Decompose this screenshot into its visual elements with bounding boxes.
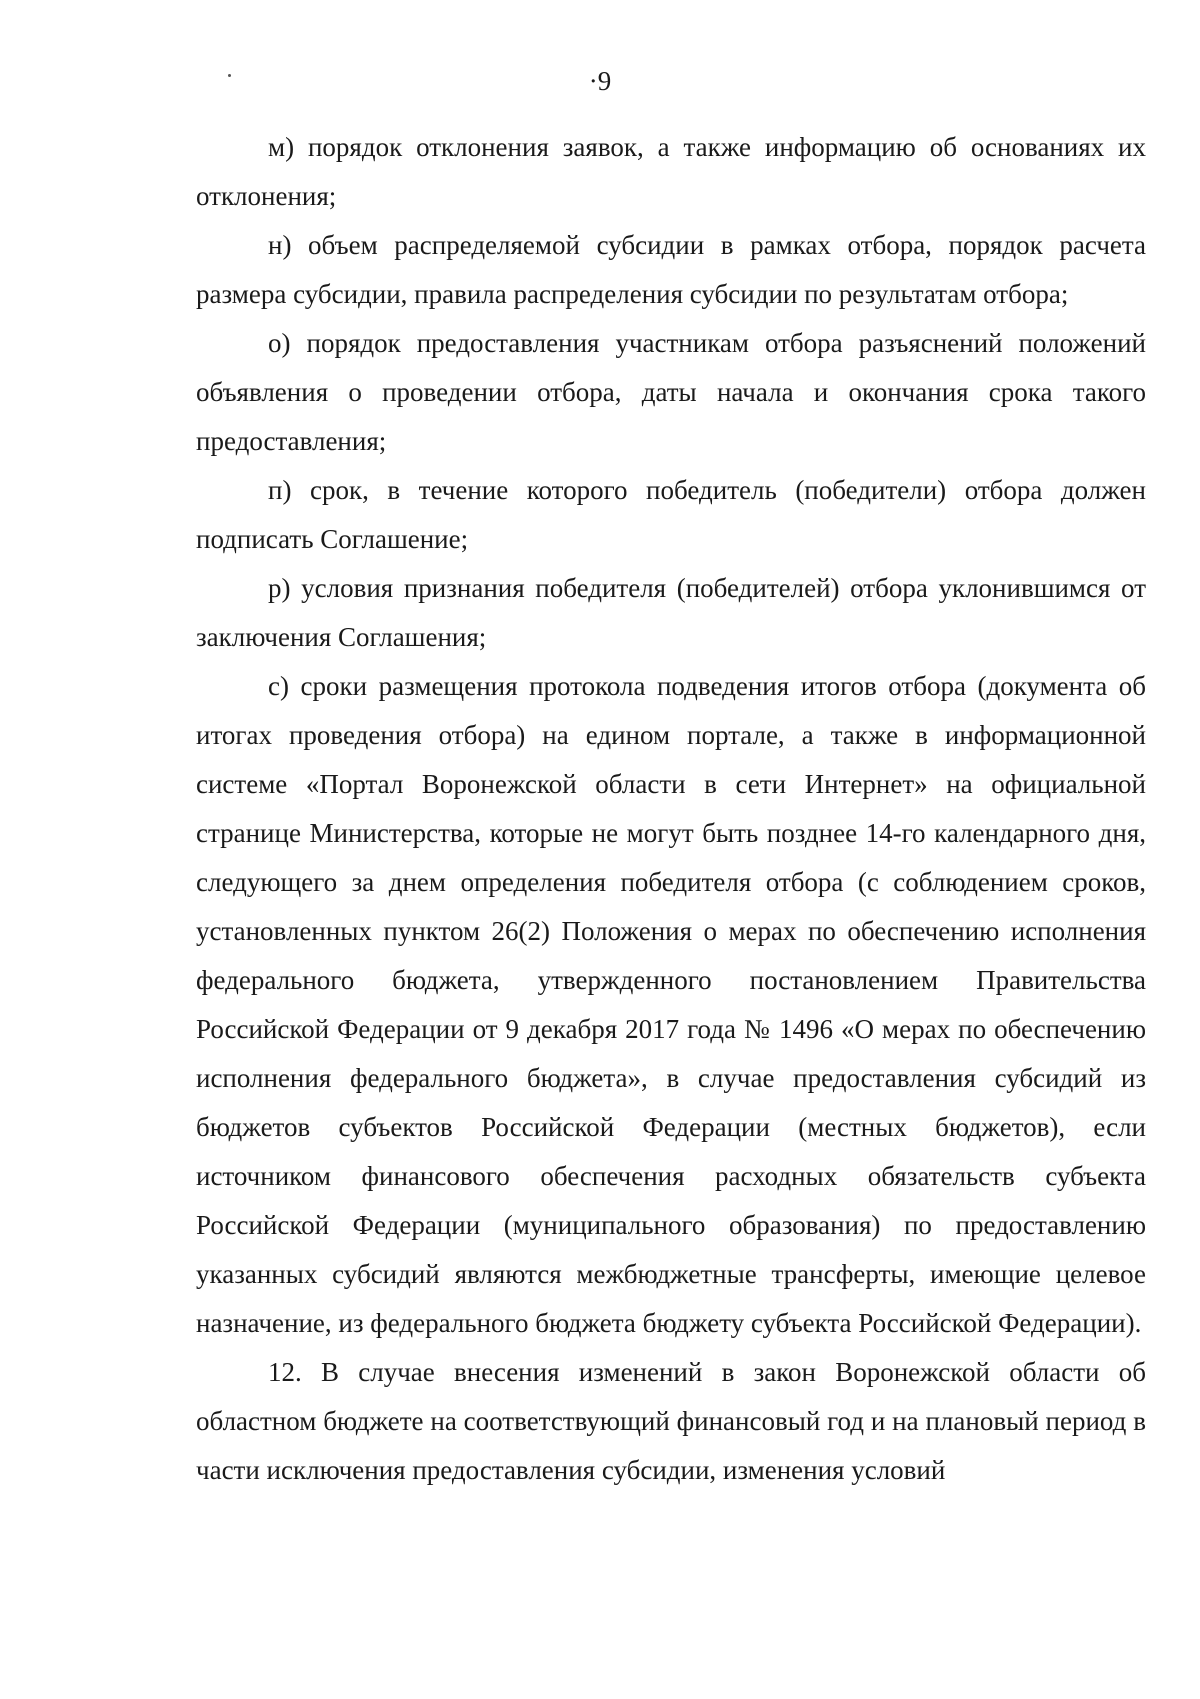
paragraph-s: с) сроки размещения протокола подведения итогов отбора (документа об итогах проведения отбора) на едином портале, а также в информационной системе «Портал Воронежской области в сети Интернет» на официальной странице Министерства, которые не могут быть позднее 14-го календарного дня, следующего за днем определения победителя отбора (с соблюдением сроков, установленных пунктом 26(2) Положения о мерах по обеспечению исполнения федерального бюджета, утвержденного постановлением Правительства Российской Федерации от 9 декабря 2017 года № 1496 «О мерах по обеспечению исполнения федерального бюджета», в случае предоставления субсидий из бюджетов субъектов Российской Федерации (местных бюджетов), если источником финансового обеспечения расходных обязательств субъекта Российской Федерации (муниципального образования) по предоставлению указанных субсидий являются межбюджетные трансферты, имеющие целевое назначение, из федерального бюджета бюджету субъекта Российской Федерации). [196,671,1146,1338]
document-body [196,123,1146,1495]
page-number: ·9 [588,66,612,96]
paragraph-r: р) условия признания победителя (победителей) отбора уклонившимся от заключения Соглашения; [196,573,1146,652]
paragraph-12: 12. В случае внесения изменений в закон Воронежской области об областном бюджете на соответствующий финансовый год и на плановый период в части исключения предоставления субсидии, изменения условий [196,1357,1146,1485]
paragraph-p: п) срок, в течение которого победитель (победители) отбора должен подписать Соглашение; [196,475,1146,554]
paragraph-m: м) порядок отклонения заявок, а также информацию об основаниях их отклонения; [196,132,1146,211]
paragraph-n: н) объем распределяемой субсидии в рамках отбора, порядок расчета размера субсидии, правила распределения субсидии по результатам отбора; [196,230,1146,309]
paragraph-o: о) порядок предоставления участникам отбора разъяснений положений объявления о проведении отбора, даты начала и окончания срока такого предоставления; [196,328,1146,456]
